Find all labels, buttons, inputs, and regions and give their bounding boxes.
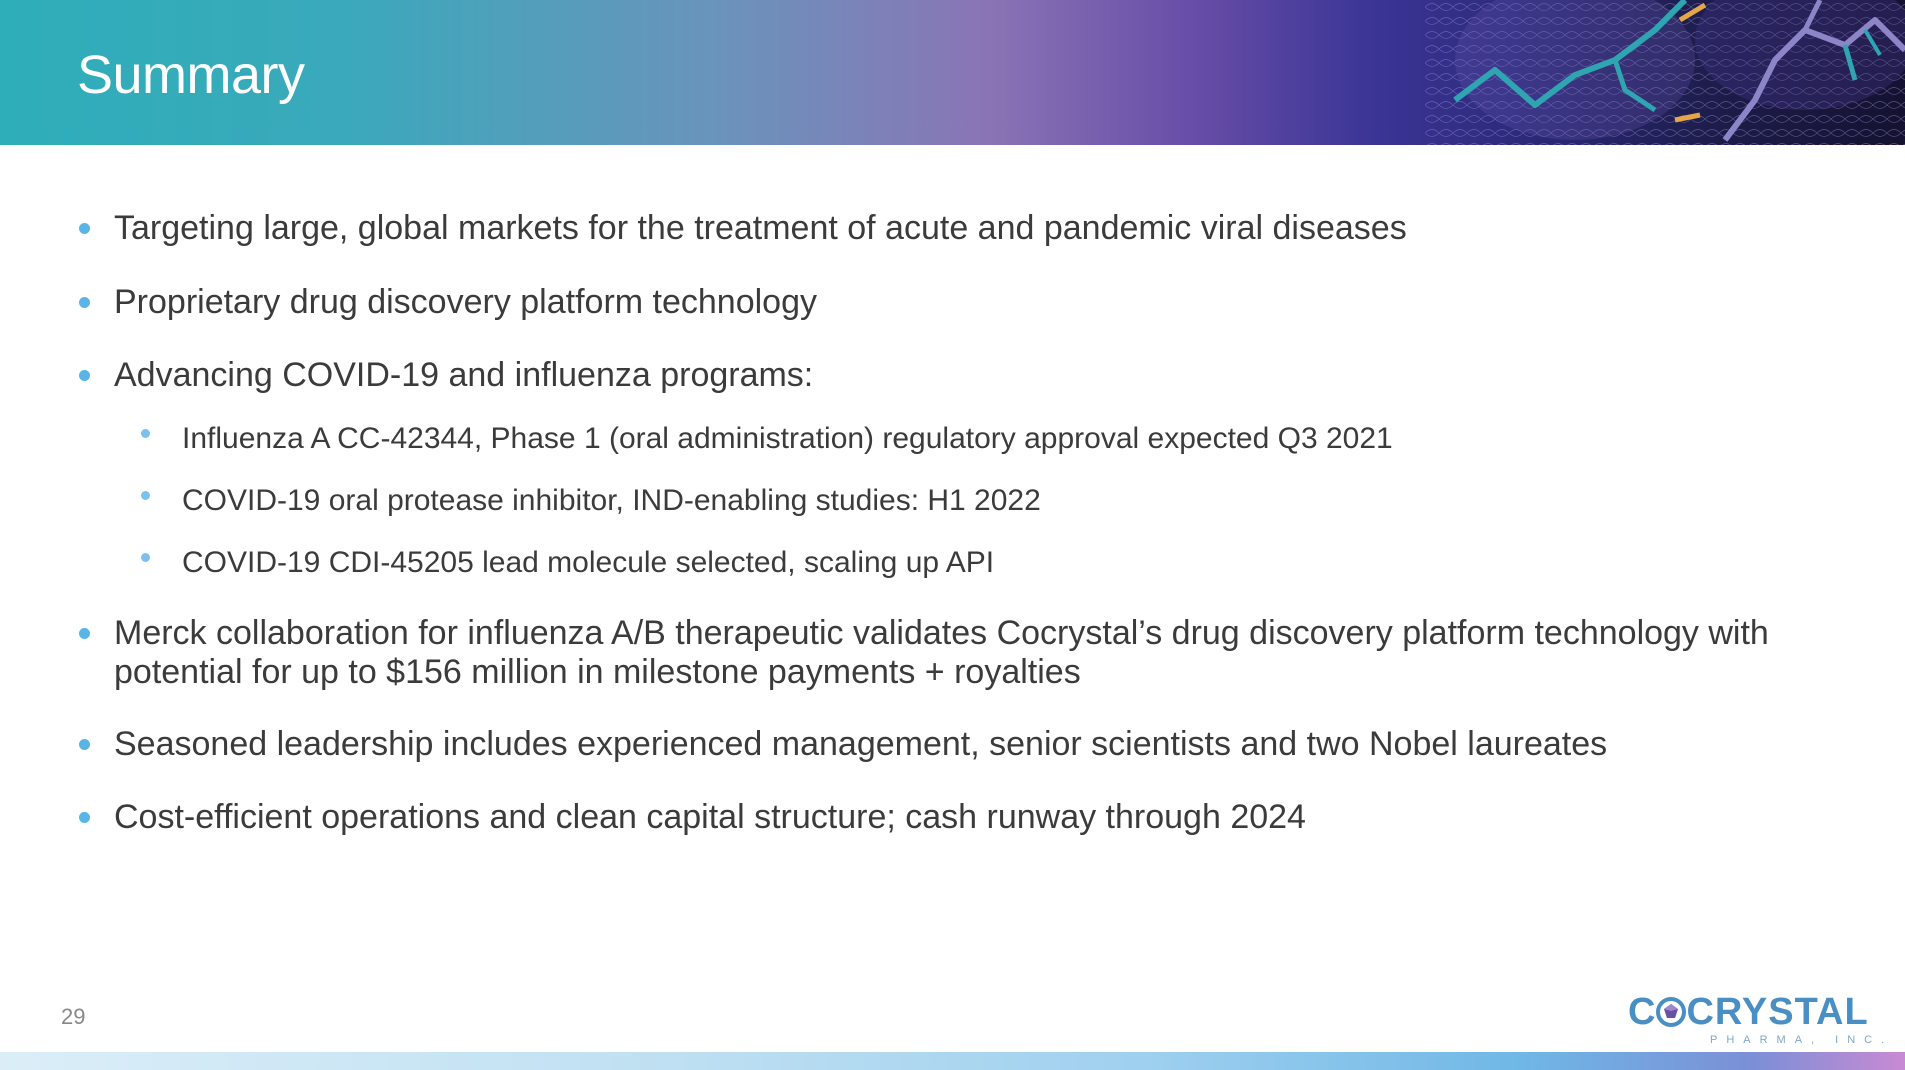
sub-bullet-item [182, 421, 1782, 457]
sub-bullet-text: COVID-19 oral protease inhibitor, IND-enabling studies: H1 2022 [182, 484, 1041, 517]
sub-bullet-text: Influenza A CC-42344, Phase 1 (oral administration) regulatory approval expected Q3 2021 [182, 422, 1393, 455]
bullet-text: Seasoned leadership includes experienced management, senior scientists and two Nobel laureates [114, 725, 1608, 763]
sub-bullet-item [182, 545, 1782, 581]
sub-bullet-dot-icon [141, 553, 150, 562]
logo-tagline: PHARMA, INC. [1710, 1034, 1894, 1046]
crystal-gem-icon [1656, 995, 1686, 1025]
bullet-text: Merck collaboration for influenza A/B therapeutic validates Cocrystal’s drug discovery platform technology with potential for up to $156 million in milestone payments + royalties [114, 614, 1769, 691]
bullet-dot-icon [79, 223, 90, 234]
bullet-item [114, 209, 1834, 248]
logo-prefix: C [1628, 991, 1657, 1033]
bullet-item [114, 614, 1834, 692]
bullet-dot-icon [79, 812, 90, 823]
sub-bullet-dot-icon [141, 491, 150, 500]
bullet-dot-icon [79, 297, 90, 308]
sub-bullet-dot-icon [141, 429, 150, 438]
bullet-text: Targeting large, global markets for the treatment of acute and pandemic viral diseases [114, 209, 1407, 247]
bullet-item [114, 725, 1834, 764]
bullet-item [114, 283, 1834, 322]
logo-suffix: CRYSTAL [1686, 991, 1869, 1033]
page-title: Summary [77, 45, 305, 105]
bullet-text: Cost-efficient operations and clean capital structure; cash runway through 2024 [114, 798, 1306, 836]
sub-bullet-text: COVID-19 CDI-45205 lead molecule selected, scaling up API [182, 546, 995, 579]
slide-header [0, 0, 1905, 145]
logo-wordmark [1628, 992, 1869, 1032]
bullet-text: Advancing COVID-19 and influenza programs: [114, 356, 814, 394]
footer-accent-shape [1420, 1052, 1905, 1070]
company-logo [1628, 991, 1894, 1052]
bullet-item [114, 356, 1834, 395]
bullet-dot-icon [79, 370, 90, 381]
molecular-structure-graphic [1425, 0, 1905, 145]
page-number: 29 [61, 1004, 86, 1029]
bullet-text: Proprietary drug discovery platform technology [114, 283, 817, 321]
bullet-dot-icon [79, 739, 90, 750]
bullet-item [114, 798, 1834, 837]
sub-bullet-item [182, 483, 1782, 519]
bullet-dot-icon [79, 628, 90, 639]
